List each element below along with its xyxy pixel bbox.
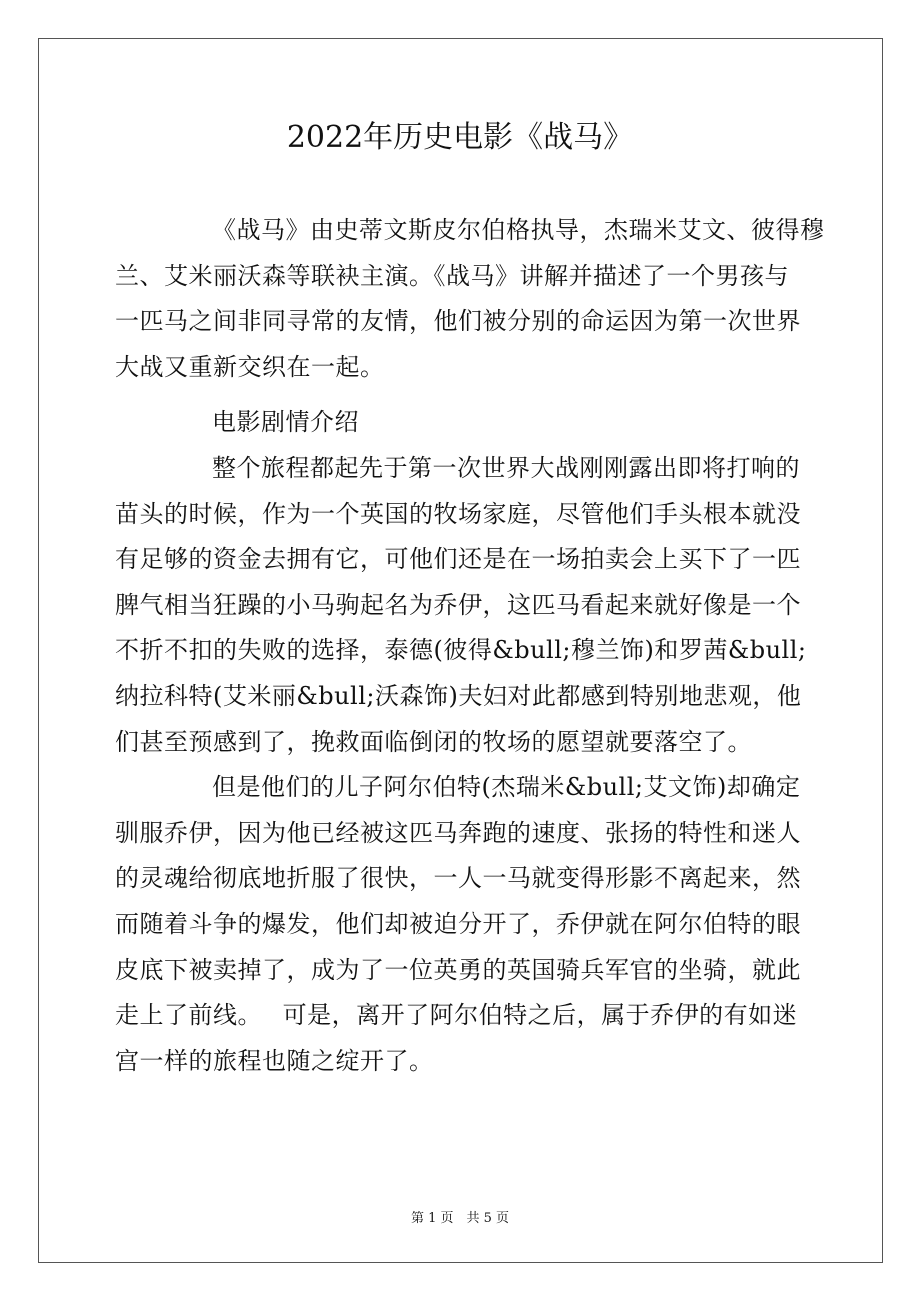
text-line: 纳拉科特(艾米丽&bull;沃森饰)夫妇对此都感到特别地悲观，他 [115, 681, 802, 710]
text-line: 脾气相当狂躁的小马驹起名为乔伊，这匹马看起来就好像是一个 [115, 590, 801, 619]
paragraph-intro [115, 213, 825, 395]
text-line: 苗头的时候，作为一个英国的牧场家庭，尽管他们手头根本就没 [115, 499, 801, 528]
text-line: 皮底下被卖掉了，成为了一位英勇的英国骑兵军官的坐骑，就此 [115, 955, 801, 984]
paragraph-plot-2 [115, 770, 815, 1089]
document-title: 2022年历史电影《战马》 [286, 120, 634, 155]
text-line: 有足够的资金去拥有它，可他们还是在一场拍卖会上买下了一匹 [115, 545, 801, 574]
text-line: 走上了前线。 可是，离开了阿尔伯特之后，属于乔伊的有如迷 [115, 1001, 798, 1030]
text-line: 《战马》由史蒂文斯皮尔伯格执导，杰瑞米艾文、彼得穆 [212, 216, 825, 244]
text-line: 兰、艾米丽沃森等联袂主演。《战马》讲解并描述了一个男孩与 [115, 261, 789, 290]
text-line: 一匹马之间非同寻常的友情，他们被分别的命运因为第一次世界 [115, 307, 801, 336]
text-line: 但是他们的儿子阿尔伯特(杰瑞米&bull;艾文饰)却确定 [212, 773, 801, 802]
text-line: 们甚至预感到了，挽救面临倒闭的牧场的愿望就要落空了。 [115, 727, 752, 756]
text-line: 驯服乔伊，因为他已经被这匹马奔跑的速度、张扬的特性和迷人 [115, 818, 801, 847]
section-heading [115, 405, 815, 451]
page-number: 第 1 页 共 5 页 [410, 1211, 510, 1226]
text-line: 而随着斗争的爆发，他们却被迫分开了，乔伊就在阿尔伯特的眼 [115, 909, 801, 938]
text-line: 的灵魂给彻底地折服了很快，一人一马就变得形影不离起来，然 [115, 864, 801, 893]
paragraph-plot-1 [115, 451, 815, 770]
document-body [115, 213, 825, 1089]
text-line: 不折不扣的失败的选择，泰德(彼得&bull;穆兰饰)和罗茜&bull; [115, 636, 807, 665]
text-line: 大战又重新交织在一起。 [115, 352, 385, 381]
text-line: 整个旅程都起先于第一次世界大战刚刚露出即将打响的 [212, 453, 800, 482]
text-line: 电影剧情介绍 [212, 408, 359, 437]
text-line: 宫一样的旅程也随之绽开了。 [115, 1046, 434, 1075]
